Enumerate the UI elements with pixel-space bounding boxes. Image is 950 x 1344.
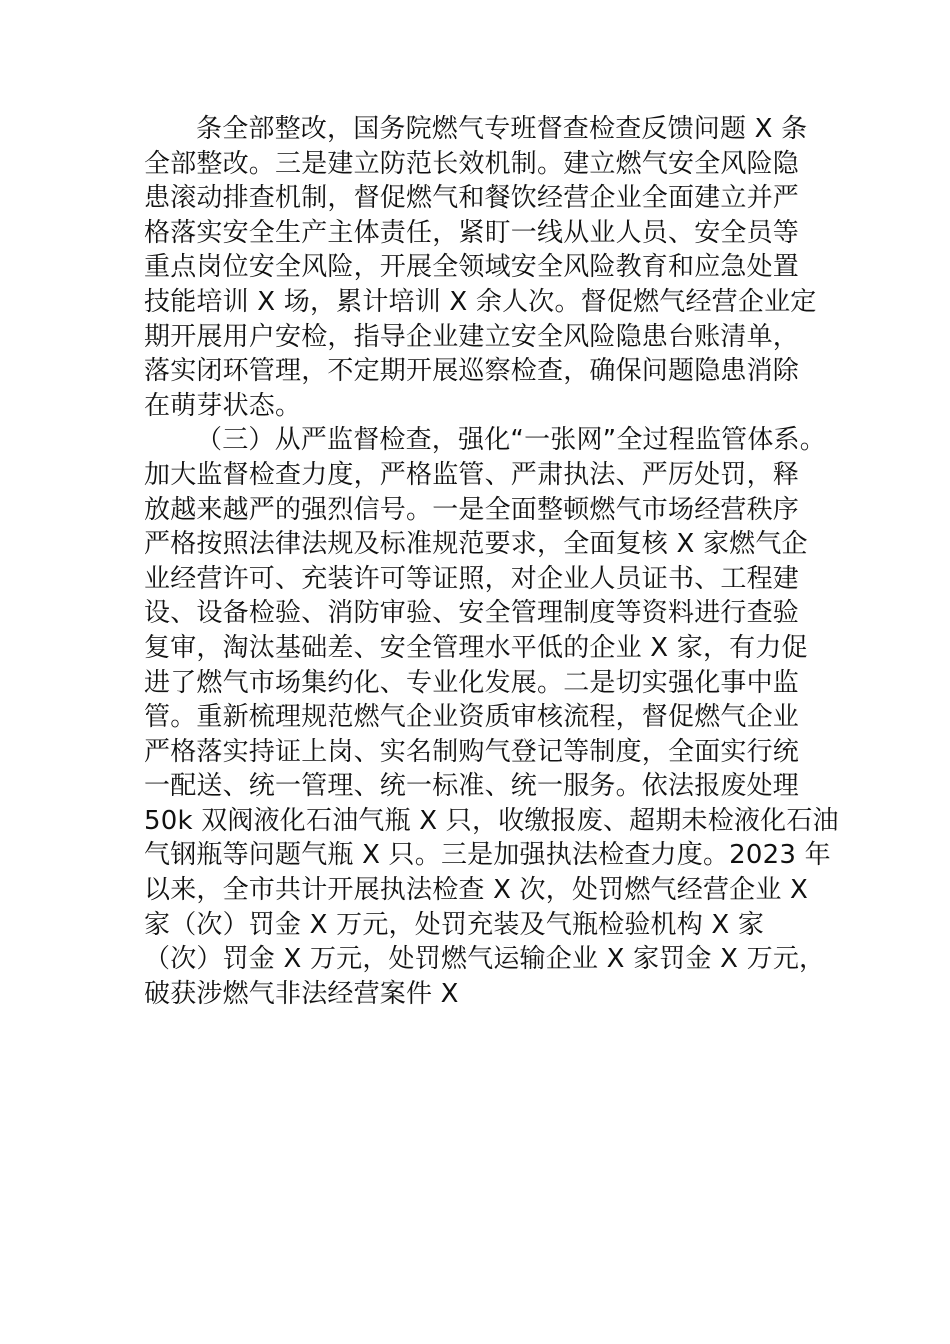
text-line: 破获涉燃气非法经营案件 X <box>144 978 459 1009</box>
text-line: 加大监督检查力度，严格监管、严肃执法、严厉处罚，释 <box>144 459 800 490</box>
text-line: 以来，全市共计开展执法检查 X 次，处罚燃气经营企业 X <box>144 875 809 906</box>
text-line: 落实闭环管理，不定期开展巡察检查，确保问题隐患消除 <box>144 356 800 387</box>
text-line: 50k 双阀液化石油气瓶 X 只，收缴报废、超期未检液化石油 <box>144 805 839 836</box>
body-text <box>144 112 839 1011</box>
text-line: 患滚动排查机制，督促燃气和餐饮经营企业全面建立并严 <box>144 183 800 214</box>
text-line: 严格按照法律法规及标准规范要求，全面复核 X 家燃气企 <box>144 529 808 560</box>
text-line: 条全部整改，国务院燃气专班督查检查反馈问题 X 条 <box>196 114 808 144</box>
text-line: 家（次）罚金 X 万元，处罚充装及气瓶检验机构 X 家 <box>144 909 765 940</box>
text-line: 格落实安全生产主体责任，紧盯一线从业人员、安全员等 <box>144 217 800 248</box>
section-heading-line: （三）从严监督检查，强化“一张网”全过程监管体系。 <box>196 425 826 456</box>
text-line: 放越来越严的强烈信号。一是全面整顿燃气市场经营秩序 <box>144 494 800 525</box>
text-line: 气钢瓶等问题气瓶 X 只。三是加强执法检查力度。2023 年 <box>144 840 831 871</box>
text-line: 期开展用户安检，指导企业建立安全风险隐患台账清单， <box>144 321 800 352</box>
text-line: 全部整改。三是建立防范长效机制。建立燃气安全风险隐 <box>144 148 800 179</box>
text-line: 重点岗位安全风险，开展全领域安全风险教育和应急处置 <box>144 252 800 283</box>
text-line: 在萌芽状态。 <box>144 390 302 421</box>
text-line: 技能培训 X 场，累计培训 X 余人次。督促燃气经营企业定 <box>144 286 817 317</box>
text-line: （次）罚金 X 万元，处罚燃气运输企业 X 家罚金 X 万元， <box>144 944 826 975</box>
text-line: 一配送、统一管理、统一标准、统一服务。依法报废处理 <box>144 771 800 802</box>
text-line: 设、设备检验、消防审验、安全管理制度等资料进行查验 <box>144 598 800 629</box>
text-line: 管。重新梳理规范燃气企业资质审核流程，督促燃气企业 <box>144 702 800 733</box>
text-line: 进了燃气市场集约化、专业化发展。二是切实强化事中监 <box>144 667 800 698</box>
text-line: 严格落实持证上岗、实名制购气登记等制度，全面实行统 <box>144 736 800 767</box>
text-line: 业经营许可、充装许可等证照，对企业人员证书、工程建 <box>144 563 800 594</box>
text-line: 复审，淘汰基础差、安全管理水平低的企业 X 家，有力促 <box>144 632 808 663</box>
